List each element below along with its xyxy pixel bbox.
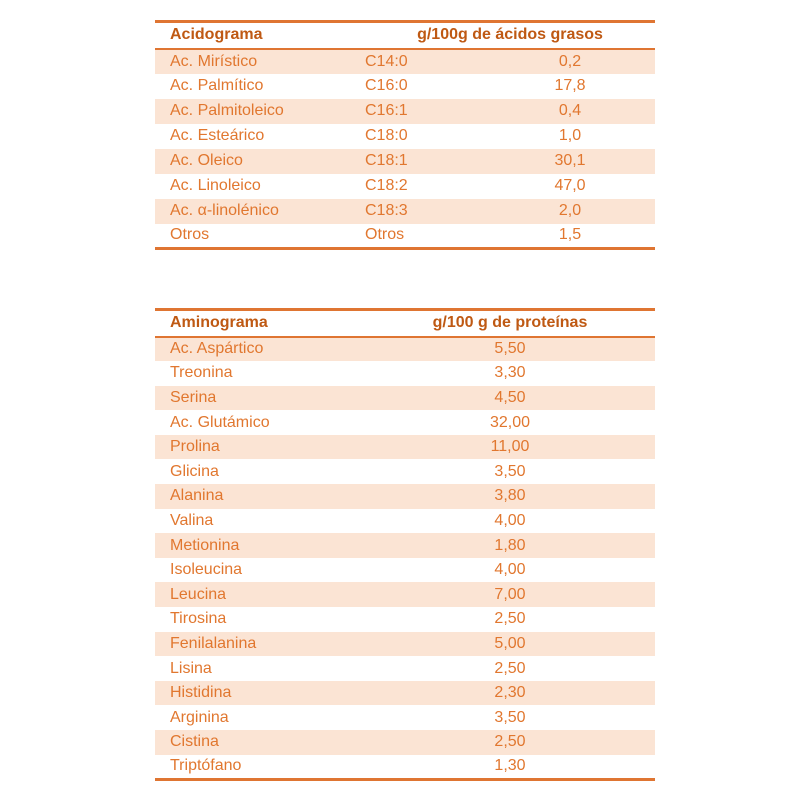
amino-acid-name: Prolina: [155, 435, 365, 460]
amino-acid-value: 1,80: [365, 533, 655, 558]
fatty-acid-name: Ac. Mirístico: [155, 49, 365, 74]
amino-acid-name: Serina: [155, 386, 365, 411]
fatty-acid-code: C18:2: [365, 174, 485, 199]
amino-acid-name: Isoleucina: [155, 558, 365, 583]
amino-acid-name: Lisina: [155, 656, 365, 681]
amino-acid-value: 3,80: [365, 484, 655, 509]
amino-acid-name: Fenilalanina: [155, 632, 365, 657]
amino-acid-value: 2,50: [365, 656, 655, 681]
table-row: [155, 99, 655, 124]
amino-acid-name: Triptófano: [155, 755, 365, 780]
table-row: [155, 533, 655, 558]
table-row: [155, 730, 655, 755]
amino-acid-value: 3,30: [365, 361, 655, 386]
fatty-acid-value: 1,5: [485, 224, 655, 249]
amino-acid-value: 5,00: [365, 632, 655, 657]
amino-acid-name: Ac. Glutámico: [155, 410, 365, 435]
fatty-acid-code: C16:1: [365, 99, 485, 124]
amino-acid-value: 3,50: [365, 459, 655, 484]
acidograma-unit-header: g/100g de ácidos grasos: [365, 22, 655, 49]
table-row: [155, 361, 655, 386]
table-row: [155, 224, 655, 249]
fatty-acid-code: C18:3: [365, 199, 485, 224]
amino-acid-value: 4,00: [365, 558, 655, 583]
table-row: [155, 410, 655, 435]
amino-acid-name: Cistina: [155, 730, 365, 755]
amino-acid-name: Arginina: [155, 705, 365, 730]
fatty-acid-value: 0,2: [485, 49, 655, 74]
amino-acid-name: Leucina: [155, 582, 365, 607]
aminograma-unit-header: g/100 g de proteínas: [365, 310, 655, 337]
amino-acid-value: 4,00: [365, 509, 655, 534]
amino-acid-name: Treonina: [155, 361, 365, 386]
amino-acid-name: Tirosina: [155, 607, 365, 632]
table-row: [155, 124, 655, 149]
amino-acid-name: Metionina: [155, 533, 365, 558]
table-row: [155, 149, 655, 174]
aminograma-title: Aminograma: [155, 310, 365, 337]
fatty-acid-code: C18:0: [365, 124, 485, 149]
fatty-acid-value: 47,0: [485, 174, 655, 199]
table-row: [155, 174, 655, 199]
table-row: [155, 681, 655, 706]
amino-acid-value: 11,00: [365, 435, 655, 460]
acidograma-title: Acidograma: [155, 22, 365, 49]
amino-acid-value: 5,50: [365, 337, 655, 362]
table-row: [155, 558, 655, 583]
table-row: [155, 705, 655, 730]
fatty-acid-code: C18:1: [365, 149, 485, 174]
table-row: [155, 656, 655, 681]
amino-acid-value: 2,30: [365, 681, 655, 706]
amino-acid-value: 7,00: [365, 582, 655, 607]
table-row: [155, 582, 655, 607]
table-row: [155, 459, 655, 484]
amino-acid-value: 32,00: [365, 410, 655, 435]
amino-acid-name: Valina: [155, 509, 365, 534]
amino-acid-value: 4,50: [365, 386, 655, 411]
fatty-acid-code: C16:0: [365, 74, 485, 99]
fatty-acid-name: Ac. Linoleico: [155, 174, 365, 199]
fatty-acid-name: Ac. Palmitoleico: [155, 99, 365, 124]
table-row: [155, 607, 655, 632]
amino-acid-name: Histidina: [155, 681, 365, 706]
fatty-acid-value: 1,0: [485, 124, 655, 149]
table-row: [155, 484, 655, 509]
amino-acid-name: Glicina: [155, 459, 365, 484]
aminograma-table: [155, 308, 655, 781]
table-row: [155, 755, 655, 780]
table-row: [155, 49, 655, 74]
fatty-acid-name: Ac. Esteárico: [155, 124, 365, 149]
table-row: [155, 509, 655, 534]
amino-acid-value: 2,50: [365, 607, 655, 632]
amino-acid-value: 3,50: [365, 705, 655, 730]
table-row: [155, 386, 655, 411]
fatty-acid-name: Ac. α-linolénico: [155, 199, 365, 224]
fatty-acid-value: 0,4: [485, 99, 655, 124]
amino-acid-value: 1,30: [365, 755, 655, 780]
acidograma-table: [155, 20, 655, 250]
table-row: [155, 199, 655, 224]
table-row: [155, 435, 655, 460]
aminograma-header-row: [155, 310, 655, 337]
fatty-acid-value: 2,0: [485, 199, 655, 224]
nutrition-sheet: [0, 20, 800, 800]
amino-acid-name: Alanina: [155, 484, 365, 509]
amino-acid-name: Ac. Aspártico: [155, 337, 365, 362]
fatty-acid-code: C14:0: [365, 49, 485, 74]
fatty-acid-name: Ac. Oleico: [155, 149, 365, 174]
fatty-acid-value: 30,1: [485, 149, 655, 174]
table-row: [155, 74, 655, 99]
table-row: [155, 337, 655, 362]
table-row: [155, 632, 655, 657]
fatty-acid-name: Ac. Palmítico: [155, 74, 365, 99]
fatty-acid-name: Otros: [155, 224, 365, 249]
fatty-acid-value: 17,8: [485, 74, 655, 99]
acidograma-header-row: [155, 22, 655, 49]
fatty-acid-code: Otros: [365, 224, 485, 249]
amino-acid-value: 2,50: [365, 730, 655, 755]
